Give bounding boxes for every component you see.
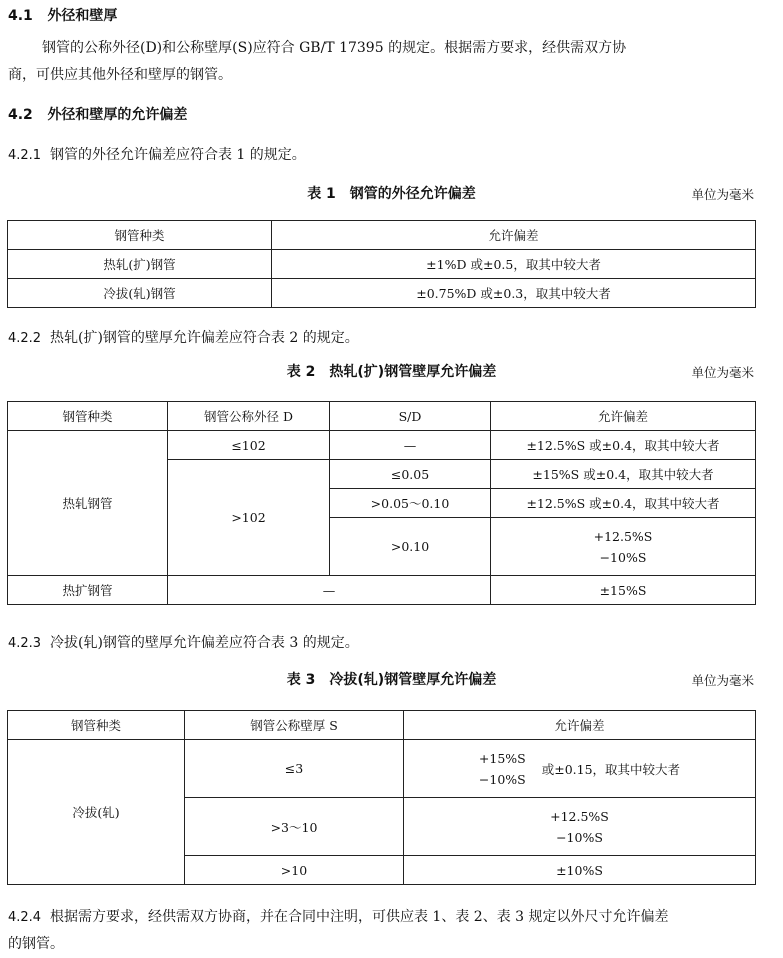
section-4-1-heading	[8, 5, 117, 25]
section-title: 外径和壁厚	[47, 8, 118, 24]
table-cell: >10	[185, 856, 404, 885]
table-cell: ±15%S	[491, 576, 756, 605]
paragraph-4-1	[8, 35, 626, 89]
paragraph-line: 商，可供应其他外径和壁厚的钢管。	[8, 67, 232, 83]
clause-text-line2: 的钢管。	[8, 936, 64, 952]
table-cell: 热轧(扩)钢管	[8, 250, 272, 279]
table-cell: >102	[168, 460, 330, 576]
clause-4-2-4	[8, 904, 669, 958]
section-number: 4.1	[8, 8, 33, 24]
table-cell: >0.10	[330, 518, 491, 576]
header-cell: S/D	[330, 402, 491, 431]
table-cell: ≤102	[168, 431, 330, 460]
table-row	[8, 250, 756, 279]
clause-4-2-1	[8, 144, 306, 164]
table-row	[8, 740, 756, 798]
table-cell: 热扩钢管	[8, 576, 168, 605]
clause-4-2-3	[8, 632, 359, 652]
header-cell: 允许偏差	[491, 402, 756, 431]
table-row	[8, 431, 756, 460]
table-2	[7, 401, 756, 605]
section-number: 4.2	[8, 107, 33, 123]
header-cell: 钢管公称外径 D	[168, 402, 330, 431]
table-cell	[404, 798, 756, 856]
tolerance-minus: −10%S	[599, 549, 647, 565]
clause-number: 4.2.4	[8, 910, 42, 925]
table-3	[7, 710, 756, 885]
table-cell: ≤0.05	[330, 460, 491, 489]
table-cell: ±0.75%D 或±0.3，取其中较大者	[272, 279, 756, 308]
table-1	[7, 220, 756, 308]
table-cell: ±12.5%S 或±0.4，取其中较大者	[491, 431, 756, 460]
table-3-caption: 表 3 冷拔(轧)钢管壁厚允许偏差	[286, 672, 497, 688]
table-cell: ±12.5%S 或±0.4，取其中较大者	[491, 489, 756, 518]
clause-number: 4.2.1	[8, 148, 42, 163]
section-title: 外径和壁厚的允许偏差	[47, 107, 188, 123]
table-cell: 冷拔(轧)	[8, 740, 185, 885]
header-cell: 钢管种类	[8, 221, 272, 250]
table-header-row	[8, 402, 756, 431]
table-cell: ±1%D 或±0.5，取其中较大者	[272, 250, 756, 279]
table-cell: >3～10	[185, 798, 404, 856]
table-cell: ≤3	[185, 740, 404, 798]
table-header-row	[8, 711, 756, 740]
table-3-unit: 单位为毫米	[691, 673, 754, 688]
clause-text: 钢管的外径允许偏差应符合表 1 的规定。	[49, 147, 306, 163]
table-2-caption: 表 2 热轧(扩)钢管壁厚允许偏差	[286, 364, 497, 380]
table-cell: >0.05～0.10	[330, 489, 491, 518]
table-1-unit: 单位为毫米	[691, 187, 754, 202]
table-cell	[491, 518, 756, 576]
clause-text: 冷拔(轧)钢管的壁厚允许偏差应符合表 3 的规定。	[49, 635, 359, 651]
table-cell: ±15%S 或±0.4，取其中较大者	[491, 460, 756, 489]
table-1-caption: 表 1 钢管的外径允许偏差	[307, 186, 476, 202]
tolerance-plus: +12.5%S	[550, 808, 609, 824]
table-cell: —	[330, 431, 491, 460]
table-cell: —	[168, 576, 491, 605]
tolerance-minus: −10%S	[556, 829, 603, 845]
tolerance-plus: +12.5%S	[593, 528, 653, 544]
table-cell	[404, 740, 756, 798]
header-cell: 钢管种类	[8, 711, 185, 740]
table-row	[8, 576, 756, 605]
header-cell: 钢管公称壁厚 S	[185, 711, 404, 740]
table-2-unit: 单位为毫米	[691, 365, 754, 380]
header-cell: 允许偏差	[272, 221, 756, 250]
clause-text: 热轧(扩)钢管的壁厚允许偏差应符合表 2 的规定。	[49, 330, 359, 346]
table-cell: 冷拔(轧)钢管	[8, 279, 272, 308]
table-row	[8, 279, 756, 308]
header-cell: 钢管种类	[8, 402, 168, 431]
clause-text: 根据需方要求，经供需双方协商，并在合同中注明，可供应表 1、表 2、表 3 规定以外尺寸允许偏差	[49, 909, 669, 925]
paragraph-line: 钢管的公称外径(D)和公称壁厚(S)应符合 GB/T 17395 的规定。根据需方要求，经供需双方协	[42, 40, 627, 56]
tolerance-minus: −10%S	[478, 771, 526, 787]
clause-4-2-2	[8, 327, 359, 347]
table-header-row	[8, 221, 756, 250]
tolerance-note: 或±0.15，取其中较大者	[541, 761, 681, 777]
tolerance-plus: +15%S	[478, 750, 526, 766]
table-cell: 热轧钢管	[8, 431, 168, 576]
table-cell: ±10%S	[404, 856, 756, 885]
header-cell: 允许偏差	[404, 711, 756, 740]
section-4-2-heading	[8, 104, 187, 124]
clause-number: 4.2.2	[8, 331, 42, 346]
clause-number: 4.2.3	[8, 636, 42, 651]
